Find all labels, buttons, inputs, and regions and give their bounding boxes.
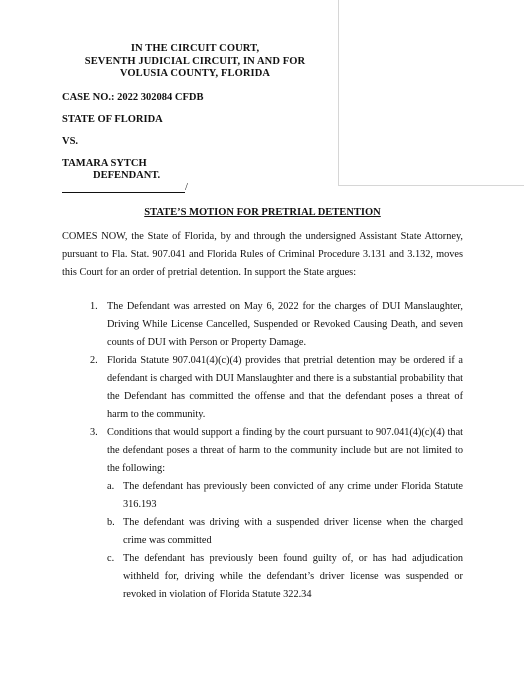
versus-label: VS. — [62, 136, 79, 147]
caption-underline — [62, 180, 185, 193]
court-line-2: SEVENTH JUDICIAL CIRCUIT, IN AND FOR — [84, 55, 306, 67]
item-3-number: 3. — [90, 427, 98, 438]
item-1-text: The Defendant was arrested on May 6, 2022 for the charges of DUI Manslaughter, Driving While License Cancelled, Suspended or Revoked Causing Death, and seven counts of DUI with Person or Property Damage. — [107, 301, 463, 348]
subitem-a-letter: a. — [107, 481, 115, 492]
caption-rule — [62, 180, 188, 193]
plaintiff-name: STATE OF FLORIDA — [62, 114, 163, 125]
subitem-c-text: The defendant has previously been found guilty of, or has had adjudication withheld for, driving while the defendant’s driver license was suspended or revoked in violation of Florida Statute 322.34 — [123, 553, 463, 600]
defendant-name: TAMARA SYTCH — [62, 158, 147, 169]
intro-paragraph: COMES NOW, the State of Florida, by and through the undersigned Assistant State Attorney, pursuant to Fla. Stat. 907.041 and Florida Rules of Criminal Procedure 3.131 and 3.132, moves this Court for an order of pretrial detention. In support the State argues: — [62, 231, 463, 278]
subitem-b-text: The defendant was driving with a suspended driver license when the charged crime was committed — [123, 517, 463, 546]
item-2-text: Florida Statute 907.041(4)(c)(4) provides that pretrial detention may be ordered if a defendant is charged with DUI Manslaughter and there is a substantial probability that the Defendant has committed the offense and that the defendant poses a threat of harm to the community. — [107, 355, 463, 420]
defendant-label: DEFENDANT. — [93, 170, 161, 181]
motion-title — [62, 207, 463, 218]
subitem-c-letter: c. — [107, 553, 115, 564]
court-caption — [60, 43, 330, 81]
item-3-text: Conditions that would support a finding by the court pursuant to 907.041(4)(c)(4) that the defendant poses a threat of harm to the community include but are not limited to the following: — [107, 427, 463, 474]
court-line-1: IN THE CIRCUIT COURT, — [130, 43, 260, 54]
item-1-number: 1. — [90, 301, 98, 312]
motion-title-text: STATE’S MOTION FOR PRETRIAL DETENTION — [144, 207, 381, 218]
item-2-number: 2. — [90, 355, 98, 366]
subitem-b-letter: b. — [107, 517, 115, 528]
subitem-a-text: The defendant has previously been convicted of any crime under Florida Statute 316.193 — [123, 481, 463, 510]
caption-slash: / — [185, 182, 188, 193]
court-line-3: VOLUSIA COUNTY, FLORIDA — [119, 68, 271, 79]
clerk-stamp-area — [338, 0, 524, 186]
case-number: CASE NO.: 2022 302084 CFDB — [62, 92, 204, 103]
